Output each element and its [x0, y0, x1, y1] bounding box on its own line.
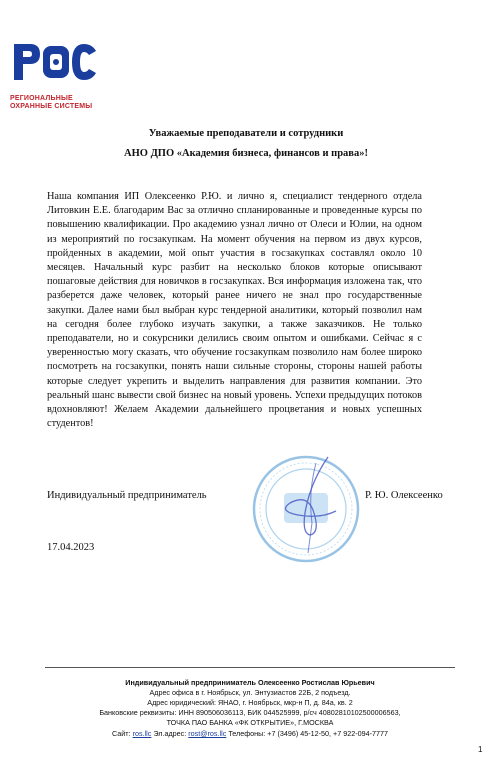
- site-label: Сайт:: [112, 729, 131, 738]
- page-number: 1: [478, 745, 483, 754]
- phones: Телефоны: +7 (3496) 45-12-50, +7 922-094-7777: [228, 729, 388, 738]
- signer-title: Индивидуальный предприниматель: [47, 490, 207, 501]
- email-link[interactable]: rost@ros.llc: [188, 729, 227, 738]
- footer-legal-address: Адрес юридический: ЯНАО, г. Ноябрьск, мкр-н П, д. 84а, кв. 2: [147, 698, 353, 707]
- company-logo: [12, 40, 98, 84]
- greeting-line-2: АНО ДПО «Академия бизнеса, финансов и права»!: [124, 148, 368, 159]
- logo-subtitle-line1: РЕГИОНАЛЬНЫЕ: [10, 95, 73, 102]
- letter-body: Наша компания ИП Олексеенко Р.Ю. и лично я, специалист тендерного отдела Литовкин Е.Е. благодарим Вас за отлично спланированные и проведенные курсы по повышению квалификации. Про академию узнал лично от Олеси и Юлии, на одном из мероприятий по госзакупкам. На момент обучения на первом из двух курсов, пройденных в академии, мой опыт участия в госзакупках составлял около 10 месяцев. Начальный курс разбит на несколько блоков которые описывают пошаговые действия для новичков в госзакупках. Вся информация изложена так, что разберется даже человек, который ранее ничего не знал про государственные закупки. Далее нами был выбран курс тендерной аналитики, который позволил нам на сегодня более глубоко изучать закупки, а также заказчиков. Не только преподаватели, но и сокурсники делились своим опытом и ошибками. Сейчас я с уверенностью могу сказать, что обучение госзакупкам позволило нам более широко посмотреть на госзакупки, понять наши сильные стороны, стороны нашей работы которые следует укрепить и выделить направления для развития компании. Это реальный шанс вывести свой бизнес на новый уровень. Успехи предыдущих потоков вдохновляют! Желаем Академии дальнейшего процветания и новых успешных студентов!: [47, 191, 422, 430]
- greeting-line-1: Уважаемые преподаватели и сотрудники: [148, 128, 344, 139]
- footer-bank-details: Банковские реквизиты: ИНН 890506036113, БИК 044525999, р/сч 40802810102500006563,: [99, 708, 401, 717]
- footer-bank-name: ТОЧКА ПАО БАНКА «ФК ОТКРЫТИЕ», Г.МОСКВА: [166, 718, 334, 727]
- ros-logo-icon: [12, 40, 98, 84]
- logo-subtitle-line2: ОХРАННЫЕ СИСТЕМЫ: [10, 103, 93, 110]
- footer-divider: [45, 667, 455, 668]
- stamp-seal-icon: [250, 453, 362, 565]
- company-stamp: [250, 453, 362, 565]
- site-link[interactable]: ros.llc: [132, 729, 152, 738]
- letter-date: 17.04.2023: [47, 542, 95, 553]
- email-label: Эл.адрес:: [153, 729, 187, 738]
- footer-office-address: Адрес офиса в г. Ноябрьск, ул. Энтузиастов 22Б, 2 подъезд.: [149, 688, 351, 697]
- signer-name: Р. Ю. Олексеенко: [365, 490, 443, 501]
- footer-contacts: [40, 729, 460, 738]
- logo-subtitle: [10, 95, 110, 111]
- footer-owner: Индивидуальный предприниматель Олексеенко Ростислав Юрьевич: [125, 678, 375, 687]
